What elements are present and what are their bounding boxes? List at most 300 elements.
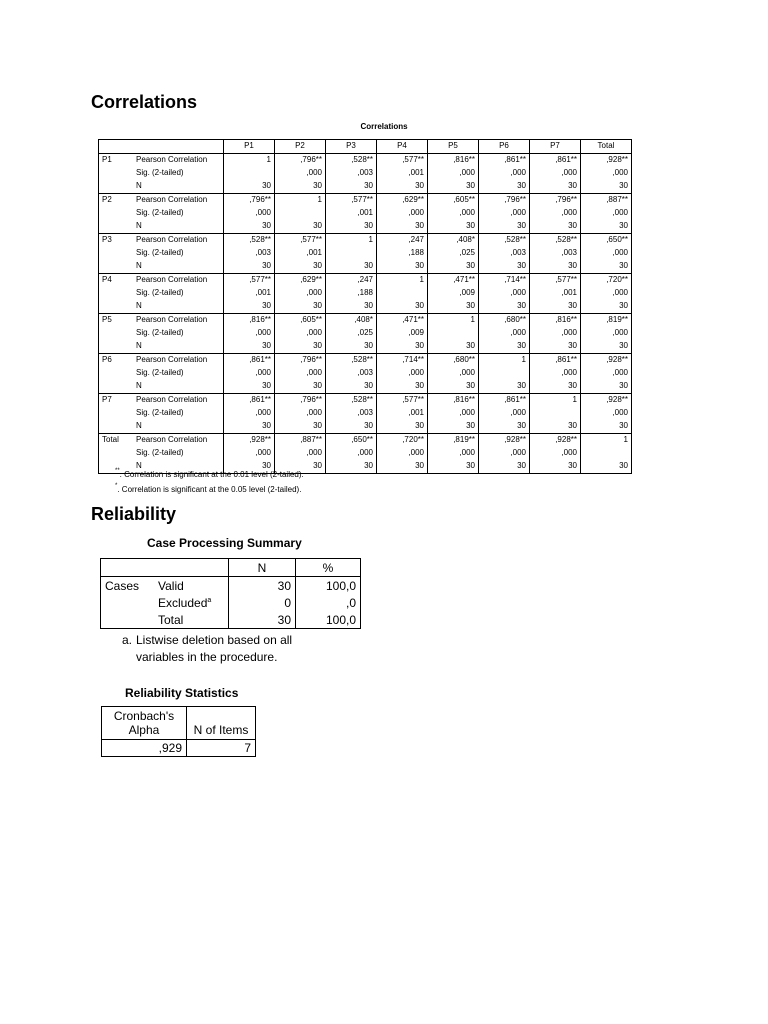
- table-row: [102, 740, 256, 757]
- cell-value: ,528**: [224, 234, 275, 248]
- cell-value: ,000: [224, 327, 275, 340]
- table-row: [99, 194, 632, 208]
- variable-label: [99, 167, 134, 180]
- statistic-label: Sig. (2-tailed): [136, 448, 184, 457]
- cell-value: ,000: [224, 407, 275, 420]
- table-row: [99, 367, 632, 380]
- cell-value: 30: [275, 220, 326, 234]
- cell-value: ,861**: [479, 394, 530, 408]
- cell-value: ,816**: [224, 314, 275, 328]
- cell-value: ,000: [224, 207, 275, 220]
- statistic-label: Pearson Correlation: [133, 274, 224, 288]
- variable-label: P7: [99, 394, 134, 408]
- header-blank: [133, 140, 224, 154]
- variable-label: [99, 247, 134, 260]
- cell-value: ,003: [224, 247, 275, 260]
- correlations-table-title: Correlations: [360, 122, 408, 131]
- alpha-line-2: Alpha: [128, 723, 160, 737]
- cell-value: ,003: [530, 247, 581, 260]
- statistic-label: Pearson Correlation: [133, 434, 224, 448]
- cell-value: 30: [275, 460, 326, 474]
- cell-value: ,025: [326, 327, 377, 340]
- cell-value: ,528**: [326, 354, 377, 368]
- cell-value: 30: [581, 420, 632, 434]
- cell-value: 30: [530, 300, 581, 314]
- correlations-header-row: [99, 140, 632, 154]
- cell-value: ,861**: [530, 354, 581, 368]
- cell-value: ,714**: [479, 274, 530, 288]
- cell-value: ,000: [275, 327, 326, 340]
- variable-label: [99, 447, 134, 460]
- cell-value: 30: [275, 180, 326, 194]
- cell-value: 30: [326, 340, 377, 354]
- cell-value: 30: [377, 260, 428, 274]
- statistic-label: Sig. (2-tailed): [136, 368, 184, 377]
- cell-value: ,928**: [479, 434, 530, 448]
- cell-value: 30: [326, 420, 377, 434]
- cell-value: ,528**: [326, 394, 377, 408]
- reliability-statistics-table: [101, 706, 256, 757]
- cell-value: ,629**: [377, 194, 428, 208]
- cell-value: ,000: [581, 407, 632, 420]
- cell-value: 30: [326, 260, 377, 274]
- cell-value: 30: [377, 460, 428, 474]
- cell-value: 30: [581, 260, 632, 274]
- cell-value: ,408*: [326, 314, 377, 328]
- cell-value: 1: [581, 434, 632, 448]
- cell-value: [581, 447, 632, 460]
- group-blank: [101, 594, 155, 611]
- statistic-label: N: [136, 341, 142, 350]
- case-summary-note: [122, 632, 292, 666]
- reliability-stats-title: Reliability Statistics: [125, 686, 239, 700]
- correlations-heading: Correlations: [91, 92, 198, 112]
- variable-label: [99, 287, 134, 300]
- cell-value: ,000: [530, 327, 581, 340]
- cell-value: 30: [224, 380, 275, 394]
- cell-value: ,000: [428, 367, 479, 380]
- statistic-label: Sig. (2-tailed): [136, 208, 184, 217]
- cell-value: 30: [428, 340, 479, 354]
- cell-value: ,680**: [479, 314, 530, 328]
- statistic-label: N: [136, 221, 142, 230]
- variable-label: [99, 367, 134, 380]
- cell-value: ,720**: [581, 274, 632, 288]
- cell-value: ,000: [479, 327, 530, 340]
- cell-value: ,000: [479, 447, 530, 460]
- cell-value: ,000: [275, 407, 326, 420]
- table-row: [99, 180, 632, 194]
- case-summary-title: Case Processing Summary: [147, 536, 302, 550]
- variable-label: [99, 300, 134, 314]
- footnote-mark: a: [207, 596, 212, 604]
- table-row: [99, 207, 632, 220]
- cell-value: ,605**: [275, 314, 326, 328]
- variable-label: [99, 207, 134, 220]
- table-row: [99, 167, 632, 180]
- statistic-label: Sig. (2-tailed): [136, 248, 184, 257]
- statistic-label: N: [136, 301, 142, 310]
- cell-value: ,861**: [479, 154, 530, 168]
- cell-value: 30: [377, 300, 428, 314]
- cell-value: 1: [377, 274, 428, 288]
- cell-value: 30: [581, 220, 632, 234]
- cell-value: 30: [275, 260, 326, 274]
- cell-value: ,000: [581, 207, 632, 220]
- cell-value: 30: [479, 340, 530, 354]
- footnote-001: [115, 470, 304, 479]
- cell-value: ,629**: [275, 274, 326, 288]
- cell-value: ,000: [581, 167, 632, 180]
- variable-label: P2: [99, 194, 134, 208]
- table-row: [99, 354, 632, 368]
- variable-label: [99, 327, 134, 340]
- cell-value: 30: [326, 300, 377, 314]
- statistic-label: Sig. (2-tailed): [136, 328, 184, 337]
- cell-value: 30: [428, 260, 479, 274]
- footnote-mark: *: [115, 483, 118, 489]
- variable-label: [99, 220, 134, 234]
- cell-value: ,000: [377, 367, 428, 380]
- cell-value: 30: [530, 340, 581, 354]
- n-value: 0: [229, 594, 296, 611]
- cell-value: ,887**: [275, 434, 326, 448]
- statistic-label: Pearson Correlation: [133, 194, 224, 208]
- header-blank: [101, 559, 155, 577]
- cell-value: 30: [377, 340, 428, 354]
- cell-value: 30: [428, 380, 479, 394]
- cell-value: ,000: [224, 367, 275, 380]
- cell-value: 30: [479, 420, 530, 434]
- statistic-label: N: [136, 421, 142, 430]
- cell-value: 1: [530, 394, 581, 408]
- statistic-label: Pearson Correlation: [133, 234, 224, 248]
- column-header: P6: [479, 140, 530, 154]
- cell-value: ,796**: [275, 154, 326, 168]
- cell-value: [326, 247, 377, 260]
- cell-value: ,000: [428, 167, 479, 180]
- cell-value: ,887**: [581, 194, 632, 208]
- cell-value: ,000: [581, 367, 632, 380]
- cell-value: 30: [224, 180, 275, 194]
- column-header: P7: [530, 140, 581, 154]
- cell-value: 30: [224, 340, 275, 354]
- cell-value: ,000: [530, 207, 581, 220]
- table-row: [99, 340, 632, 354]
- cell-value: ,928**: [224, 434, 275, 448]
- cell-value: ,000: [326, 447, 377, 460]
- cell-value: ,000: [530, 167, 581, 180]
- cell-value: 1: [428, 314, 479, 328]
- row-label: Valid: [158, 578, 184, 593]
- cell-value: 30: [224, 300, 275, 314]
- cell-value: 30: [530, 180, 581, 194]
- cell-value: ,000: [428, 407, 479, 420]
- cell-value: 30: [377, 380, 428, 394]
- header-blank: [154, 559, 229, 577]
- cell-value: ,000: [530, 447, 581, 460]
- variable-label: [99, 180, 134, 194]
- footnote-text: . Correlation is significant at the 0.01 level (2-tailed).: [119, 470, 304, 479]
- cell-value: 30: [326, 220, 377, 234]
- cell-value: ,816**: [428, 394, 479, 408]
- table-row: [99, 407, 632, 420]
- cell-value: ,000: [479, 287, 530, 300]
- cell-value: ,861**: [530, 154, 581, 168]
- cell-value: ,720**: [377, 434, 428, 448]
- table-row: [99, 420, 632, 434]
- table-row: [99, 247, 632, 260]
- cell-value: ,816**: [530, 314, 581, 328]
- cell-value: ,796**: [479, 194, 530, 208]
- variable-label: [99, 420, 134, 434]
- table-row: [99, 274, 632, 288]
- cell-value: 30: [530, 420, 581, 434]
- cell-value: 30: [224, 220, 275, 234]
- percent-value: 100,0: [296, 611, 361, 629]
- table-row: [99, 314, 632, 328]
- cell-value: 30: [479, 380, 530, 394]
- cell-value: ,861**: [224, 354, 275, 368]
- cell-value: 30: [479, 460, 530, 474]
- group-label: Cases: [105, 578, 140, 593]
- cell-value: ,796**: [275, 394, 326, 408]
- cell-value: 30: [479, 180, 530, 194]
- cell-value: 30: [581, 180, 632, 194]
- cell-value: ,000: [224, 447, 275, 460]
- cell-value: ,001: [224, 287, 275, 300]
- cell-value: ,003: [326, 407, 377, 420]
- column-header-alpha: [102, 707, 187, 740]
- cell-value: ,025: [428, 247, 479, 260]
- variable-label: [99, 407, 134, 420]
- cell-value: 30: [428, 220, 479, 234]
- cell-value: ,000: [428, 207, 479, 220]
- cell-value: 30: [479, 260, 530, 274]
- footnote-005: [115, 485, 301, 494]
- cell-value: ,577**: [275, 234, 326, 248]
- cell-value: ,577**: [377, 154, 428, 168]
- cell-value: [428, 327, 479, 340]
- table-row: [99, 260, 632, 274]
- cell-value: ,000: [275, 167, 326, 180]
- table-row: [99, 380, 632, 394]
- cell-value: ,471**: [428, 274, 479, 288]
- cell-value: ,003: [479, 247, 530, 260]
- cell-value: 30: [377, 180, 428, 194]
- cell-value: 30: [428, 300, 479, 314]
- cell-value: ,247: [326, 274, 377, 288]
- cell-value: ,003: [326, 167, 377, 180]
- cell-value: ,861**: [224, 394, 275, 408]
- cell-value: [275, 207, 326, 220]
- cell-value: ,003: [326, 367, 377, 380]
- cell-value: ,000: [377, 207, 428, 220]
- cell-value: 30: [326, 460, 377, 474]
- statistic-label: N: [136, 261, 142, 270]
- alpha-value: ,929: [102, 740, 187, 757]
- column-header: Total: [581, 140, 632, 154]
- cell-value: ,001: [275, 247, 326, 260]
- variable-label: P4: [99, 274, 134, 288]
- variable-label: Total: [99, 434, 134, 448]
- note-label: a.: [122, 633, 133, 647]
- cell-value: ,000: [377, 447, 428, 460]
- variable-label: P3: [99, 234, 134, 248]
- cell-value: ,009: [428, 287, 479, 300]
- row-label-text: Excluded: [158, 595, 208, 610]
- statistic-label: Pearson Correlation: [136, 155, 208, 164]
- cell-value: ,650**: [581, 234, 632, 248]
- cell-value: ,000: [581, 327, 632, 340]
- cell-value: ,816**: [428, 154, 479, 168]
- table-row: [99, 154, 632, 168]
- table-row: [101, 594, 361, 611]
- n-value: 30: [229, 611, 296, 629]
- table-row: [99, 434, 632, 448]
- cell-value: ,714**: [377, 354, 428, 368]
- cell-value: 30: [428, 180, 479, 194]
- cell-value: ,000: [530, 367, 581, 380]
- cell-value: 1: [275, 194, 326, 208]
- cell-value: 30: [224, 260, 275, 274]
- table-row: [99, 447, 632, 460]
- cell-value: [479, 367, 530, 380]
- cell-value: 30: [326, 180, 377, 194]
- cell-value: ,471**: [377, 314, 428, 328]
- cell-value: ,000: [581, 287, 632, 300]
- cell-value: ,000: [479, 167, 530, 180]
- cell-value: 30: [275, 340, 326, 354]
- footnote-mark: **: [115, 468, 120, 474]
- correlations-body: [99, 154, 632, 474]
- cell-value: ,000: [428, 447, 479, 460]
- cell-value: ,928**: [581, 154, 632, 168]
- cell-value: ,928**: [581, 394, 632, 408]
- note-line-2: variables in the procedure.: [136, 650, 278, 664]
- table-row: [99, 234, 632, 248]
- cell-value: ,000: [275, 367, 326, 380]
- cell-value: ,928**: [530, 434, 581, 448]
- cell-value: 30: [377, 420, 428, 434]
- cell-value: 30: [326, 380, 377, 394]
- table-row: [99, 220, 632, 234]
- cell-value: ,000: [479, 407, 530, 420]
- cell-value: ,577**: [326, 194, 377, 208]
- percent-value: ,0: [296, 594, 361, 611]
- case-summary-header-row: [101, 559, 361, 577]
- statistic-label: Sig. (2-tailed): [136, 168, 184, 177]
- cell-value: ,247: [377, 234, 428, 248]
- cell-value: 30: [224, 460, 275, 474]
- column-header: P2: [275, 140, 326, 154]
- reliability-heading: Reliability: [91, 504, 177, 524]
- column-header: P5: [428, 140, 479, 154]
- cell-value: ,577**: [530, 274, 581, 288]
- cell-value: 30: [428, 460, 479, 474]
- table-row: [99, 287, 632, 300]
- cell-value: 30: [377, 220, 428, 234]
- cell-value: 30: [581, 460, 632, 474]
- cell-value: ,009: [377, 327, 428, 340]
- table-row: [99, 394, 632, 408]
- cell-value: ,188: [377, 247, 428, 260]
- table-row: [99, 327, 632, 340]
- percent-value: 100,0: [296, 577, 361, 595]
- cell-value: ,528**: [326, 154, 377, 168]
- variable-label: [99, 340, 134, 354]
- cell-value: ,680**: [428, 354, 479, 368]
- row-label: Total: [158, 612, 184, 627]
- cell-value: [530, 407, 581, 420]
- cell-value: ,000: [275, 447, 326, 460]
- cell-value: 30: [275, 380, 326, 394]
- column-header: P1: [224, 140, 275, 154]
- cell-value: [224, 167, 275, 180]
- cell-value: ,001: [530, 287, 581, 300]
- items-value: 7: [187, 740, 256, 757]
- column-header-items: N of Items: [187, 707, 256, 740]
- cell-value: ,796**: [530, 194, 581, 208]
- cell-value: ,408*: [428, 234, 479, 248]
- cell-value: ,577**: [224, 274, 275, 288]
- cell-value: 1: [326, 234, 377, 248]
- variable-label: P6: [99, 354, 134, 368]
- statistic-label: Pearson Correlation: [133, 314, 224, 328]
- cell-value: ,001: [377, 167, 428, 180]
- case-processing-summary-table: [100, 558, 361, 629]
- cell-value: ,000: [275, 287, 326, 300]
- cell-value: ,001: [326, 207, 377, 220]
- statistic-label: Pearson Correlation: [133, 394, 224, 408]
- cell-value: ,001: [377, 407, 428, 420]
- statistic-label: N: [136, 181, 142, 190]
- cell-value: 30: [530, 220, 581, 234]
- header-blank: [99, 140, 134, 154]
- cell-value: 30: [530, 460, 581, 474]
- reliability-header-row: [102, 707, 256, 740]
- cell-value: 30: [581, 380, 632, 394]
- cell-value: ,000: [581, 247, 632, 260]
- variable-label: P5: [99, 314, 134, 328]
- group-blank: [101, 611, 155, 629]
- variable-label: [99, 260, 134, 274]
- statistic-label: N: [136, 461, 142, 470]
- cell-value: ,796**: [224, 194, 275, 208]
- cell-value: ,528**: [479, 234, 530, 248]
- cell-value: 30: [581, 300, 632, 314]
- cell-value: [377, 287, 428, 300]
- cell-value: ,928**: [581, 354, 632, 368]
- statistic-label: N: [136, 381, 142, 390]
- cell-value: ,605**: [428, 194, 479, 208]
- table-row: [101, 611, 361, 629]
- table-row: [101, 577, 361, 595]
- statistic-label: Sig. (2-tailed): [136, 408, 184, 417]
- cell-value: 1: [224, 154, 275, 168]
- cell-value: 30: [275, 300, 326, 314]
- cell-value: 30: [581, 340, 632, 354]
- cell-value: ,577**: [377, 394, 428, 408]
- alpha-line-1: Cronbach's: [113, 709, 175, 723]
- table-row: [99, 300, 632, 314]
- column-header: P3: [326, 140, 377, 154]
- cell-value: ,650**: [326, 434, 377, 448]
- cell-value: ,528**: [530, 234, 581, 248]
- cell-value: ,819**: [428, 434, 479, 448]
- correlations-table: [98, 139, 632, 474]
- cell-value: 1: [479, 354, 530, 368]
